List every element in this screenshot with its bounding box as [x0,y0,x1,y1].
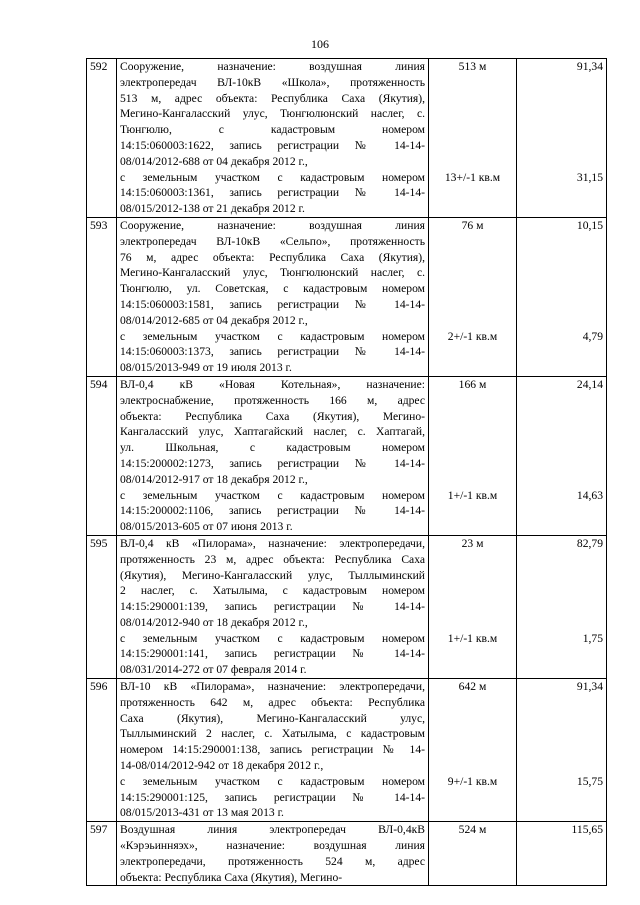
spacer [520,344,603,360]
extent-cell [429,679,517,822]
spacer [520,250,603,266]
description-line: Мегино-Кангаласский улус, Тюнгюлюнский наслег, с. [120,266,425,280]
spacer [520,519,603,535]
description-line: 08/015/2012-138 от 21 декабря 2012 г. [120,202,305,216]
spacer [520,297,603,313]
spacer [432,265,513,281]
spacer [432,409,513,425]
spacer [432,75,513,91]
description-line: 14:15:060003:1373, запись регистрации № 14-14- [120,345,425,359]
description-line: 08/014/2012-685 от 04 декабря 2012 г., [120,313,308,327]
spacer [432,726,513,742]
spacer [432,758,513,774]
structure-length: 524 м [458,823,487,837]
spacer [520,440,603,456]
description-line: Мегино-Кангаласский улус, Тюнгюлюнский наслег, с. [120,107,425,121]
value-cell [517,822,607,886]
spacer [520,360,603,376]
description-line: Сооружение, назначение: воздушная линия [120,218,425,232]
value-cell [517,217,607,376]
spacer [432,297,513,313]
row-number: 593 [87,217,117,376]
spacer [520,75,603,91]
spacer [432,599,513,615]
spacer [432,583,513,599]
spacer [520,854,603,870]
description-line: 14:15:290001:125, запись регистрации № 14-14- [120,790,425,804]
spacer [520,790,603,806]
extent-cell [429,217,517,376]
spacer [520,646,603,662]
spacer [432,91,513,107]
spacer [432,424,513,440]
spacer [432,519,513,535]
object-description [117,59,429,218]
value-cell [517,376,607,535]
description-line: Саха (Якутия), Мегино-Кангаласский улус, [120,711,425,725]
table-row [87,59,607,218]
spacer [520,313,603,329]
description-line: 14:15:060003:1581, запись регистрации № 14-14- [120,297,425,311]
object-description [117,535,429,678]
object-description [117,679,429,822]
description-line: Сооружение, назначение: воздушная линия [120,60,425,73]
spacer [432,503,513,519]
structure-length: 513 м [458,60,487,73]
structure-value: 91,34 [576,60,603,73]
description-line: объекта: Республика Саха (Якутия), Мегино- [120,409,425,423]
description-line: Тюнгюлю, с кадастровым номером [120,123,425,137]
spacer [520,568,603,584]
description-line: 14:15:290001:139, запись регистрации № 14-14- [120,600,425,614]
spacer [520,265,603,281]
spacer [520,106,603,122]
spacer [432,838,513,854]
spacer [520,201,603,217]
land-value: 4,79 [582,329,603,343]
object-description [117,376,429,535]
description-line: с земельным участком с кадастровым номером [120,488,425,502]
land-value: 15,75 [576,774,603,788]
description-line: ВЛ-10 кВ «Пилорама», назначение: электропередачи, [120,680,425,694]
description-line: ул. Школьная, с кадастровым номером [120,441,425,455]
spacer [520,711,603,727]
spacer [432,615,513,631]
spacer [432,440,513,456]
row-number: 597 [87,822,117,886]
description-line: 08/015/2013-949 от 19 июля 2013 г. [120,361,292,375]
description-line: с земельным участком с кадастровым номером [120,631,425,645]
spacer [520,91,603,107]
spacer [520,154,603,170]
row-number: 594 [87,376,117,535]
description-line: Тюнгюлю, ул. Советская, с кадастровым номером [120,282,425,296]
spacer [432,281,513,297]
spacer [432,456,513,472]
spacer [432,870,513,886]
value-cell [517,59,607,218]
table-row [87,376,607,535]
spacer [432,662,513,678]
structure-value: 10,15 [576,218,603,232]
description-line: (Якутия), Мегино-Кангаласский улус, Тыллыминский [120,568,425,582]
description-line: электроснабжение, протяженность 166 м, адрес [120,393,425,407]
spacer [432,154,513,170]
spacer [432,695,513,711]
spacer [520,583,603,599]
description-line: 14:15:290001:141, запись регистрации № 14-14- [120,647,425,661]
spacer [520,472,603,488]
description-line: Тыллыминский 2 наслег, с. Хатылыма, с кадастровым [120,727,425,741]
description-line: протяженность 23 м, адрес объекта: Республика Саха [120,552,425,566]
spacer [432,790,513,806]
row-number: 592 [87,59,117,218]
table-row [87,217,607,376]
spacer [520,599,603,615]
spacer [432,472,513,488]
spacer [520,726,603,742]
description-line: с земельным участком с кадастровым номером [120,170,425,184]
object-description [117,217,429,376]
row-number: 596 [87,679,117,822]
structure-length: 166 м [458,377,487,391]
description-line: 14:15:060003:1361, запись регистрации № 14-14- [120,186,425,200]
structure-value: 115,65 [571,823,603,837]
description-line: 2 наслег, с. Хатылыма, с кадастровым номером [120,584,425,598]
land-value: 14,63 [576,488,603,502]
value-cell [517,679,607,822]
land-area: 2+/-1 кв.м [447,329,498,343]
description-line: 08/031/2014-272 от 07 февраля 2014 г. [120,663,307,677]
spacer [520,138,603,154]
spacer [432,805,513,821]
description-line: 76 м, адрес объекта: Республика Саха (Якутия), [120,250,425,264]
description-line: 513 м, адрес объекта: Республика Саха (Якутия), [120,91,425,105]
spacer [520,424,603,440]
description-line: 08/015/2013-605 от 07 июня 2013 г. [120,520,293,534]
spacer [520,758,603,774]
value-cell [517,535,607,678]
spacer [432,552,513,568]
description-line: 08/014/2012-688 от 04 декабря 2012 г., [120,154,308,168]
description-line: 08/014/2012-940 от 18 декабря 2012 г., [120,615,308,629]
spacer [432,711,513,727]
spacer [520,552,603,568]
land-area: 9+/-1 кв.м [447,774,498,788]
description-line: ВЛ-0,4 кВ «Пилорама», назначение: электропередачи, [120,536,425,550]
description-line: 14:15:200002:1106, запись регистрации № 14-14- [120,504,425,518]
spacer [432,742,513,758]
spacer [432,854,513,870]
land-area: 1+/-1 кв.м [447,631,498,645]
spacer [432,313,513,329]
object-description [117,822,429,886]
description-line: номером 14:15:290001:138, запись регистрации № 14- [120,743,425,757]
structure-value: 24,14 [576,377,603,391]
extent-cell [429,376,517,535]
extent-cell [429,535,517,678]
extent-cell [429,822,517,886]
spacer [432,360,513,376]
spacer [432,185,513,201]
structure-length: 76 м [461,218,484,232]
structure-value: 82,79 [576,536,603,550]
row-number: 595 [87,535,117,678]
spacer [432,138,513,154]
description-line: электропередач ВЛ-10кВ «Сельпо», протяженность [120,234,425,248]
spacer [520,615,603,631]
land-area: 1+/-1 кв.м [447,488,498,502]
spacer [432,646,513,662]
spacer [520,234,603,250]
description-line: 14:15:200002:1273, запись регистрации № 14-14- [120,456,425,470]
spacer [520,503,603,519]
property-registry-table [86,58,607,886]
description-line: 08/015/2013-431 от 13 мая 2013 г. [120,806,284,820]
page-number: 106 [311,37,329,51]
description-line: ВЛ-0,4 кВ «Новая Котельная», назначение: [120,377,425,391]
spacer [520,838,603,854]
land-value: 1,75 [582,631,603,645]
description-line: 14-08/014/2012-942 от 18 декабря 2012 г., [120,759,324,773]
spacer [432,122,513,138]
description-line: Воздушная линия электропередач ВЛ-0,4кВ [120,823,425,837]
spacer [520,409,603,425]
description-line: электропередачи, протяженность 524 м, адрес [120,854,425,868]
spacer [520,456,603,472]
spacer [520,281,603,297]
description-line: объекта: Республика Саха (Якутия), Мегино- [120,870,343,884]
description-line: 08/014/2012-917 от 18 декабря 2012 г., [120,472,308,486]
description-line: с земельным участком с кадастровым номером [120,329,425,343]
spacer [432,393,513,409]
land-value: 31,15 [576,170,603,184]
extent-cell [429,59,517,218]
table-row [87,535,607,678]
land-area: 13+/-1 кв.м [444,170,501,184]
description-line: Кангаласский улус, Хаптагайский наслег, с. Хаптагай, [120,425,425,439]
spacer [432,344,513,360]
spacer [520,122,603,138]
spacer [520,870,603,886]
spacer [432,106,513,122]
spacer [520,393,603,409]
spacer [520,695,603,711]
spacer [432,234,513,250]
structure-length: 642 м [458,680,487,694]
description-line: «Кэрэьинняэх», назначение: воздушная линия [120,839,425,853]
table-row [87,679,607,822]
spacer [432,250,513,266]
spacer [520,662,603,678]
spacer [520,185,603,201]
spacer [520,805,603,821]
table-row [87,822,607,886]
spacer [432,201,513,217]
structure-value: 91,34 [576,680,603,694]
description-line: 14:15:060003:1622, запись регистрации № 14-14- [120,138,425,152]
description-line: протяженность 642 м, адрес объекта: Республика [120,695,425,709]
structure-length: 23 м [461,536,484,550]
spacer [432,568,513,584]
spacer [520,742,603,758]
description-line: электропередач ВЛ-10кВ «Школа», протяженность [120,75,425,89]
description-line: с земельным участком с кадастровым номером [120,774,425,788]
